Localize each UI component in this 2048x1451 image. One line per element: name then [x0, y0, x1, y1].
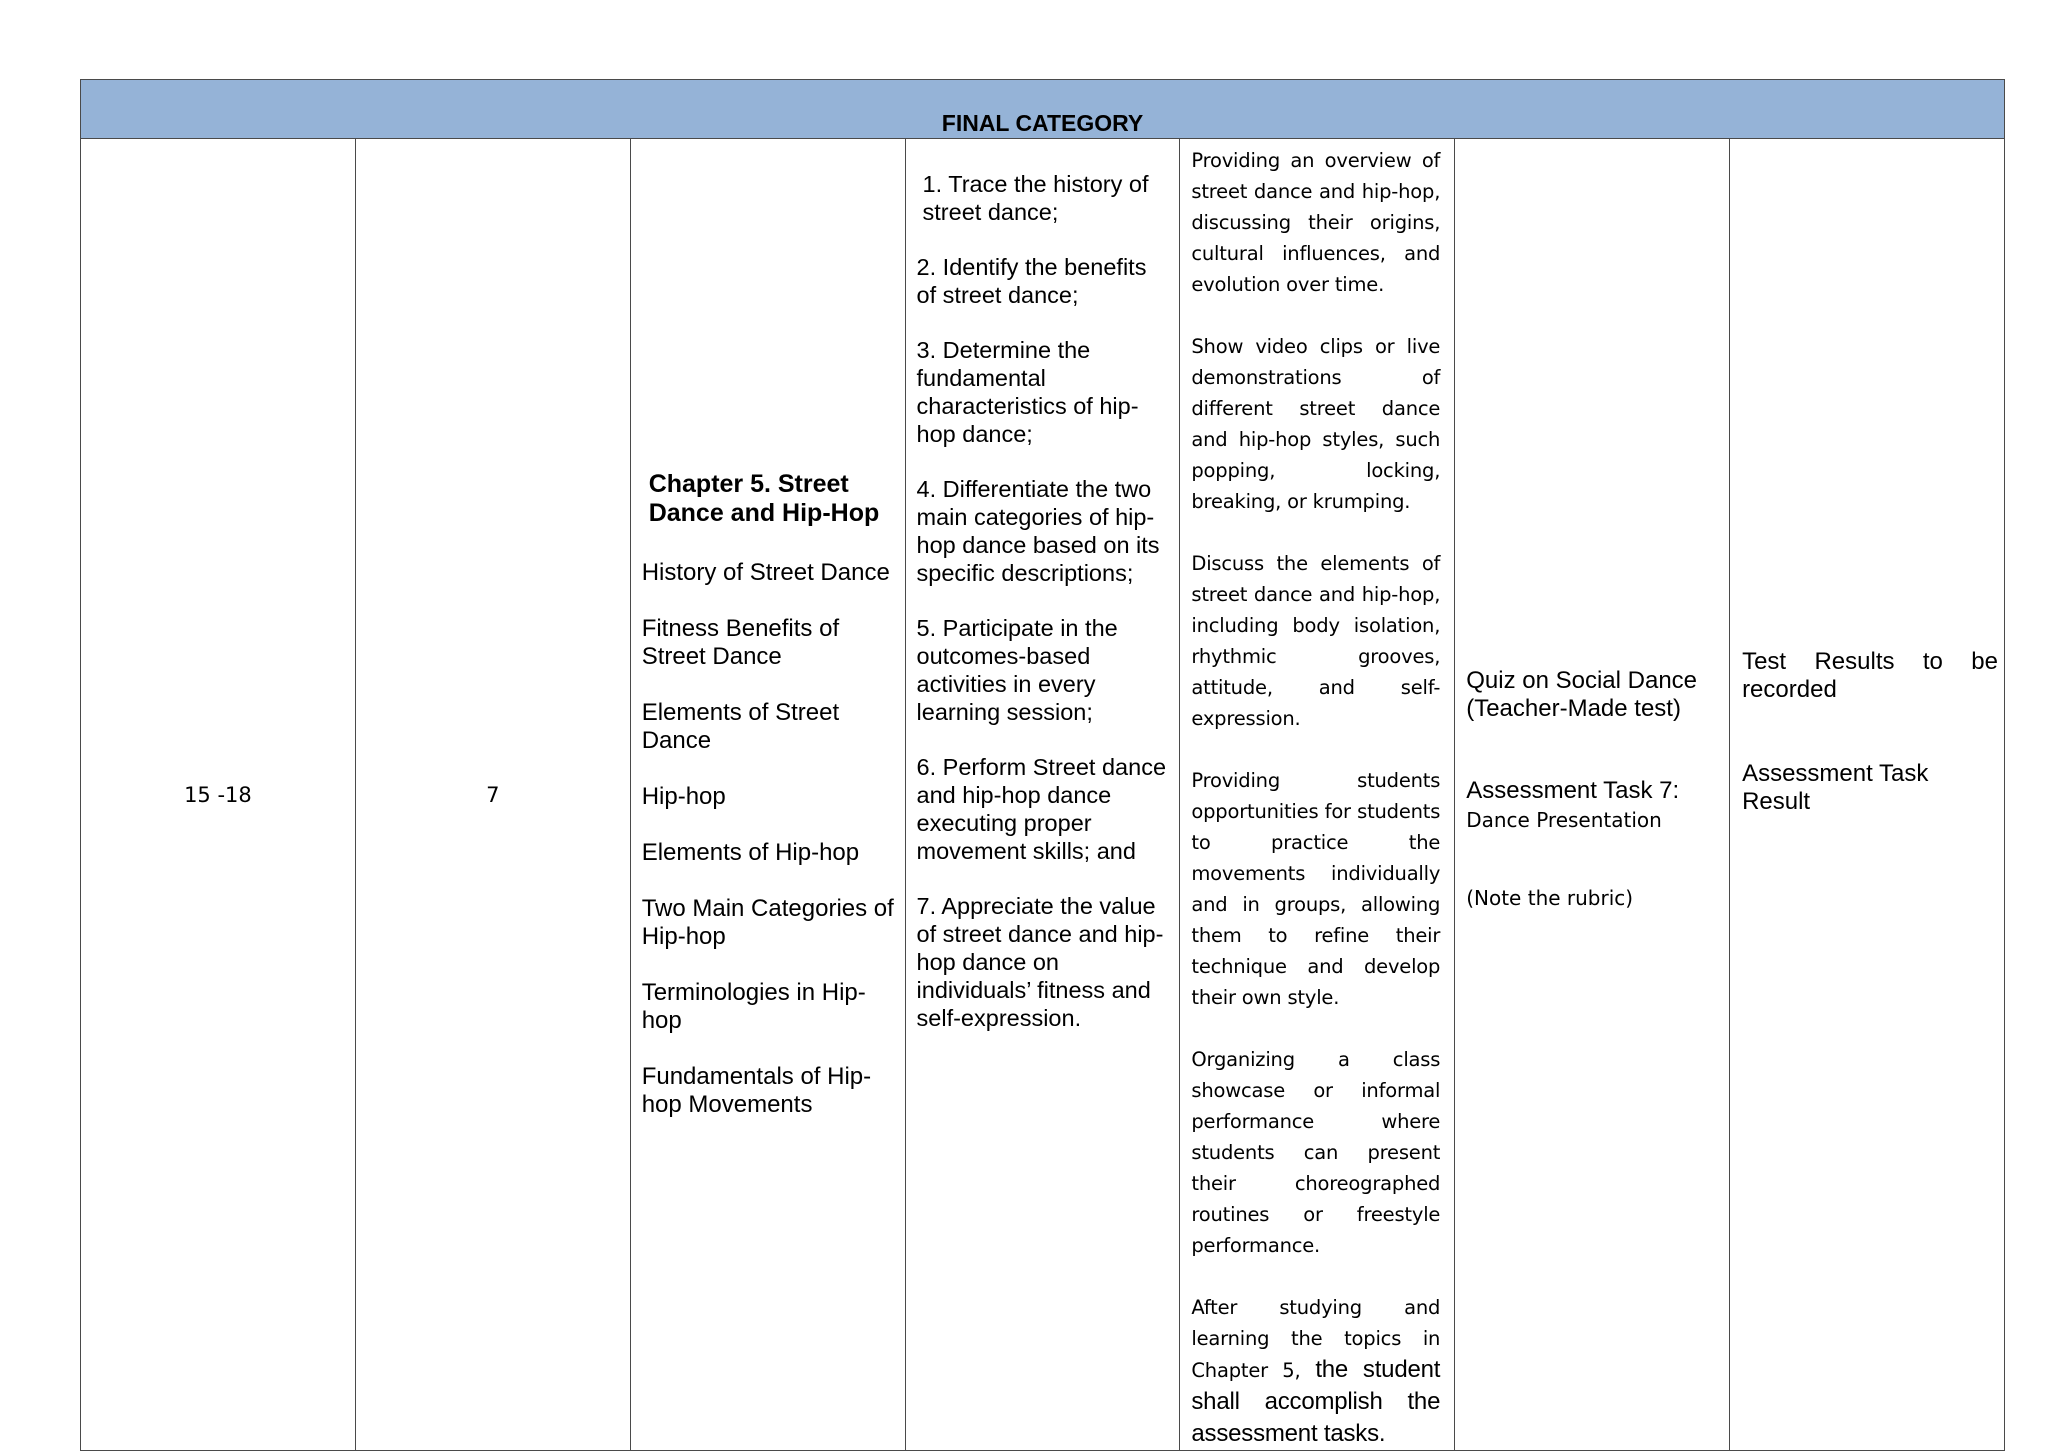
learning-outcomes-cell [905, 139, 1180, 1451]
outcome-item: 6. Perform Street dance and hip-hop dance executing proper movement skills; and [916, 754, 1167, 864]
quiz-label: Quiz on Social Dance (Teacher-Made test) [1466, 666, 1698, 722]
content-row [81, 139, 2005, 1451]
activity-item: Discuss the elements of street dance and hip-hop, including body isolation, rhythmic grooves, attitude, and self-expression. [1191, 552, 1441, 730]
topic-item: History of Street Dance [641, 559, 890, 586]
activity-item: Show video clips or live demonstrations of different street dance and hip-hop styles, such popping, locking, breaking, or krumping. [1191, 335, 1441, 513]
activity-final-lead: After studying and learning the topics in Chapter 5, [1191, 1296, 1441, 1382]
outcome-item: 4. Differentiate the two main categories of hip-hop dance based on its specific descriptions; [916, 476, 1160, 586]
final-category-header: FINAL CATEGORY [81, 80, 2005, 139]
topic-item: Elements of Street Dance [641, 699, 840, 754]
rubric-note: (Note the rubric) [1466, 885, 1634, 910]
outcome-item: 7. Appreciate the value of street dance and hip-hop dance on individuals’ fitness and self-expression. [916, 893, 1164, 1031]
activity-item: Organizing a class showcase or informal performance where students can present their choreographed routines or freestyle performance. [1191, 1048, 1441, 1257]
hours-cell: 7 [355, 139, 630, 1451]
assessment-task-name: Dance Presentation [1466, 807, 1662, 832]
week-cell: 15 -18 [81, 139, 356, 1451]
outcome-item: 3. Determine the fundamental characteristics of hip-hop dance; [916, 337, 1139, 447]
test-results-label: Test Results to be recorded [1742, 648, 1998, 703]
outcome-item: 2. Identify the benefits of street dance; [916, 254, 1147, 308]
activity-item: Providing an overview of street dance and hip-hop, discussing their origins, cultural influences, and evolution over time. [1191, 149, 1441, 296]
topic-item: Hip-hop [641, 783, 726, 810]
activity-item-final [1191, 1292, 1440, 1450]
topic-item: Two Main Categories of Hip-hop [641, 895, 894, 950]
topic-item: Fitness Benefits of Street Dance [641, 615, 840, 670]
outcome-item: 5. Participate in the outcomes-based activities in every learning session; [916, 615, 1118, 725]
topic-item: Fundamentals of Hip-hop Movements [641, 1063, 872, 1118]
header-row [81, 80, 2005, 139]
assessment-task-title: Assessment Task 7: [1466, 776, 1680, 804]
chapter-title: Chapter 5. Street Dance and Hip-Hop [648, 470, 880, 527]
assessment-tasks-cell [1455, 139, 1730, 1451]
activity-item: Providing students opportunities for students to practice the movements individually and in groups, allowing them to refine their technique and develop their own style. [1191, 769, 1441, 1009]
syllabus-table [80, 79, 2005, 1451]
evaluation-cell [1730, 139, 2005, 1451]
topics-cell [630, 139, 905, 1451]
topic-item: Terminologies in Hip-hop [641, 979, 866, 1034]
assessment-task-result-label: Assessment Task Result [1742, 760, 1929, 815]
topic-item: Elements of Hip-hop [641, 839, 860, 866]
learning-activities-cell [1180, 139, 1455, 1451]
activity-final-tail: the student shall accomplish the assessment tasks. [1191, 1356, 1441, 1447]
outcome-item: 1. Trace the history of street dance; [922, 171, 1149, 225]
